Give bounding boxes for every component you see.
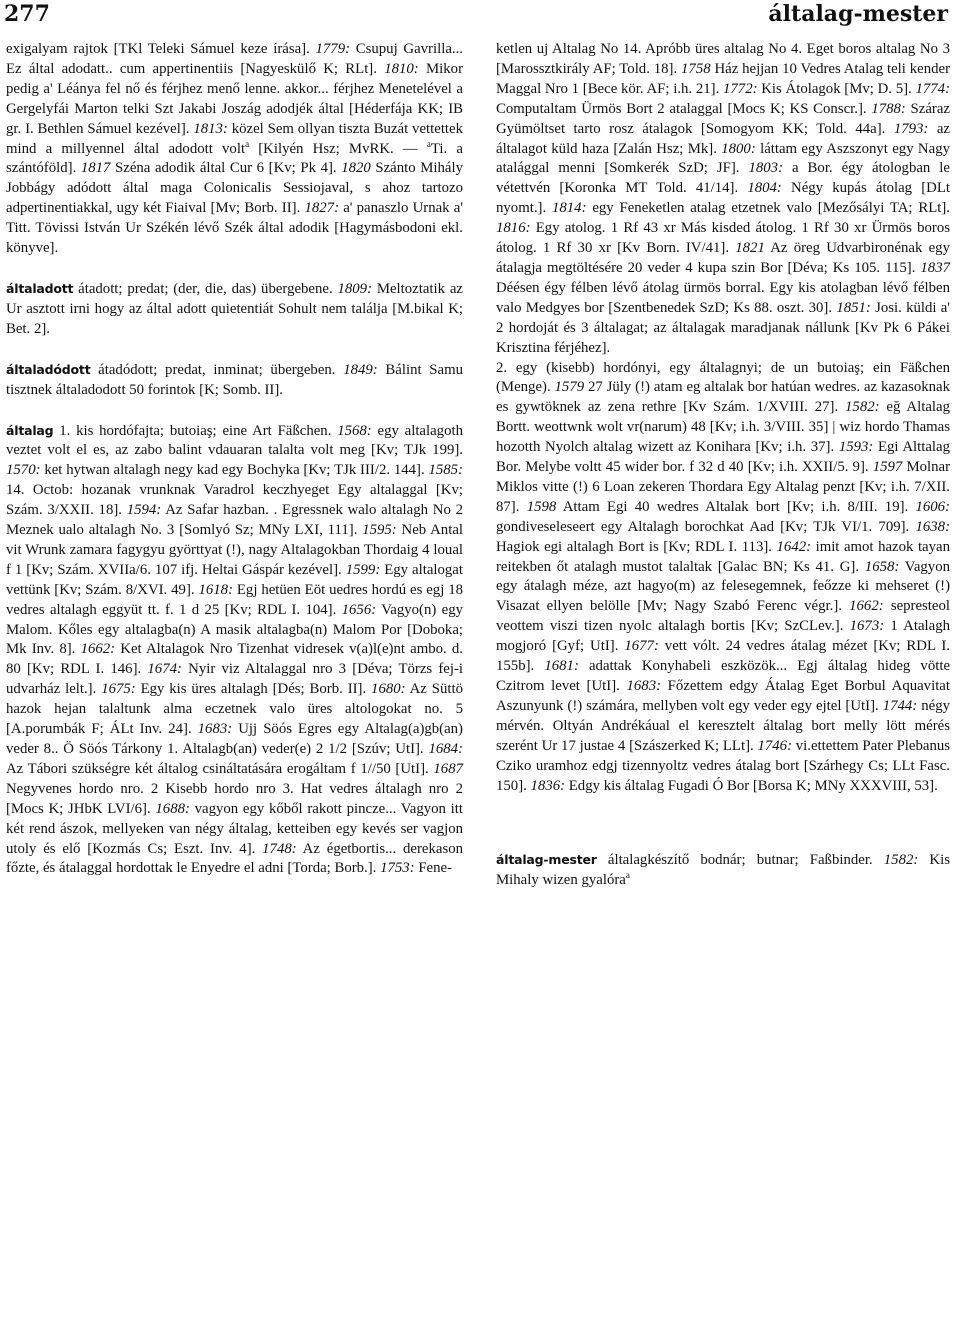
- citation-year: 1816:: [496, 220, 531, 237]
- text-run: eğ Altalag Bortt. weottwnk wolt vr(narum) 48 [Kv; i.h. 3/VIII. 35] | wiz hordo Thamas hozotth Nyolch altalag wizett az Konihara [Kv; i.h. 37].: [496, 399, 950, 456]
- text-run: Neb Antal vit Wrunk zamara fagygyu györttyat (!), nagy Altalagokban Thordaig 4 loual f 1 [Kv; Szám. XVIIa/6. 107 ifj. Heltai Gáspár kezével].: [6, 522, 463, 578]
- citation-year: 1597: [872, 459, 903, 476]
- citation-year: 1599:: [345, 561, 381, 578]
- text-run: egy altalagoth veztet volt el es, az zabo balint vdauaran talalta volt meg [Kv; TJk 199].: [6, 422, 463, 459]
- text-run: ketlen uj Altalag No 14. Apróbb üres altalag No 4. Eget boros altalag No 3 [Marossztkirály AF; Told. 18].: [496, 41, 950, 77]
- citation-year: 1618:: [198, 581, 233, 598]
- text-run: Fene-: [414, 860, 453, 877]
- text-run: egy Feneketlen atalag etzetnek valo [Mezősályi TA; RLt].: [586, 200, 951, 217]
- text-run: Az Süttö hazok hejan talaltunk alma eczetnek valo üres altologokat no. 5 [A.porumbák F; ÁLt Inv. 24].: [6, 681, 463, 738]
- text-run: sepresteol veottem viszi tizen nyolc altalagh bortis [Kv; SzCLev.].: [496, 598, 950, 635]
- citation-year: 1837: [920, 259, 950, 276]
- citation-year: 1662:: [80, 641, 116, 658]
- citation-year: 1800:: [721, 140, 756, 157]
- text-run: Egy kis üres altalagh [Dés; Borb. II].: [135, 681, 372, 698]
- text-run: a Bor. égy átologban le vétettvén [Koronka MT Told. 41/14].: [496, 160, 950, 197]
- citation-year: 1809:: [337, 280, 373, 297]
- citation-year: 1779:: [315, 41, 351, 57]
- citation-year: 1804:: [747, 180, 782, 197]
- text-run: Az öreg Udvarbironénak egy átalagja megtöltésére 20 veder 4 kupa szin Bor [Déva; Ks 105. 115].: [496, 240, 950, 276]
- text-run: vagyon egy kőből rakott pincze... Vagyon itt két rend ászok, mellyeken van négy általag, ketteiben egy kevés ser vagjon utoly és elő [Kozmás Cs; Eszt. Inv. 4].: [6, 800, 463, 857]
- citation-year: 1753:: [380, 860, 415, 877]
- text-run: Szánto Mihály Jobbágy adódott által maga Colonicalis Sessiojaval, s ahoz tartozo adpertinentiakkal, ugy két Fiaival [Mv; Borb. II].: [6, 160, 463, 217]
- citation-year: 1677:: [624, 638, 659, 655]
- citation-year: 1658:: [864, 558, 900, 575]
- entry-altaladott: [6, 279, 463, 340]
- text-run: Főzettem edgy Átalag Eget Borbul Aquavitat Aszunyunk (!) számára, mellyben volt egy veder egy ejtel [UtI].: [496, 678, 950, 714]
- text-run: 2. egy (kisebb) hordónyi, egy általagnyi; de un butoiaş; ein Fäßchen (Menge).: [496, 359, 950, 396]
- citation-year: 1820: [341, 160, 371, 177]
- headword: általag: [6, 422, 54, 438]
- text-run: 1 Atalagh mogjoró [Gyf; UtI].: [496, 618, 950, 655]
- text-run: Josi. küldi a' 2 hordoját és 3 általagat; az általagak maradjanak nállunk [Kv Pk 6 Pákei Krisztina férjéhez].: [496, 299, 950, 356]
- right-column: [496, 40, 950, 891]
- text-run: Molnar Miklos vitte (!) 6 Loan zekeren Thordara Egy Altalag penzt [Kv; i.h. 7/XII. 87].: [496, 459, 951, 515]
- text-run: Ket Altalagok Nro Tizenhat vidresek v(a)l(e)nt ambo. d. 80 [Kv; RDL I. 146].: [6, 641, 464, 678]
- footnote-mark: a: [245, 138, 250, 149]
- text-run: gondiveseleseert egy Altalagh borochkat Aad [Kv; TJk VI/1. 709].: [496, 518, 916, 535]
- citation-year: 1788:: [871, 100, 906, 117]
- text-run: Négy kupás átolag [DLt nyomt.].: [496, 180, 950, 217]
- citation-year: 1851:: [836, 299, 871, 316]
- footnote-mark: a: [625, 870, 630, 881]
- citation-year: 1744:: [882, 697, 918, 714]
- citation-year: 1817: [80, 160, 111, 177]
- text-run: Bálint Samu tisztnek általadodott 50 forintok [K; Somb. II].: [6, 361, 463, 398]
- text-run: imit amot hazok tayan reitekben őt atalagh mustot talaltak [Galac BN; Ks 41. G].: [496, 538, 950, 575]
- text-run: közel Sem ollyan tiszta Buzát vettettek mind a millyennel által adodott volt: [6, 120, 464, 157]
- citation-year: 1748:: [262, 840, 297, 857]
- citation-year: 1793:: [893, 120, 929, 137]
- entry-altalag-mester: [496, 850, 950, 891]
- text-run: Az égetbortis... derekason főzte, és átalaggal hordottak le Enyedre el adni [Torda; Borb.].: [6, 840, 463, 877]
- text-run: Egi Alttalag Bor. Melybe voltt 45 wider bor. f 32 d 40 [Kv; i.h. XXII/5. 9].: [496, 439, 950, 476]
- citation-year: 1675:: [101, 681, 136, 698]
- citation-year: 1821: [735, 240, 765, 257]
- citation-year: 1579: [554, 379, 585, 396]
- text-run: [Kilyén Hsz; MvRK. —: [249, 140, 427, 157]
- citation-year: 1758: [681, 60, 711, 77]
- text-run: Déésen égy félben lévő átolag ürmös borral. Egy kis atolagban lévő félben valo Medgyes bor [Szentbenedek SzD; Ks 88. oszt. 30].: [496, 279, 950, 316]
- citation-year: 1568:: [337, 422, 372, 439]
- citation-year: 1656:: [341, 601, 377, 618]
- text-run: Attam Egi 40 wedres Altalak bort [Kv; i.h. 8/III. 19].: [556, 498, 916, 515]
- text-run: Vagyo(n) egy Malom. Kőles egy altalagba(n) A masik altalagba(n) Malom Por [Doboka; Mk Inv. 8].: [6, 601, 464, 658]
- citation-year: 1595:: [362, 522, 397, 539]
- text-run: Egj hetüen Eöt uedres hordú es egj 18 vedres altalagh eggyüt tt. f. 1 d 25 [Kv; RDL I. 104].: [6, 581, 463, 618]
- text-run: 14. Octob: hozanak vrunknak Varadrol keczhyeget Egy altalaggal [Kv; Szám. 3/XXII. 18].: [6, 482, 463, 519]
- text-run: Kis Mihaly wizen gyalóra: [496, 852, 950, 889]
- text-run: Nyir viz Altalaggal nro 3 [Déva; Törzs fej-i udvarház lelt.].: [6, 661, 463, 698]
- text-run: Ház hejjan 10 Vedres Atalag teli kender Maggal Nro 1 [Bece kör. AF; i.h. 21].: [496, 60, 951, 97]
- text-run: exigalyam rajtok [TKl Teleki Sámuel keze írása].: [6, 41, 316, 57]
- text-run: Az Safar hazban. . Egressnek walo altalagh No 2 Meznek ualo altalagh No. 3 [Somlyó Sz; MNy LXI, 111].: [6, 502, 464, 539]
- text-run: Kis Átolagok [Mv; D. 5].: [757, 80, 916, 97]
- text-run: Egy atolog. 1 Rf 43 xr Más kisded átolog. 1 Rf 30 xr Ürmös boros átolog. 1 Rf 30 xr [Kv Born. IV/41].: [496, 220, 950, 257]
- headword: általadódott: [6, 361, 91, 377]
- entry-altalag: [6, 421, 463, 880]
- text-run: vett vólt. 24 vedres átalag mézet [Kv; RDL I. 155b].: [496, 638, 950, 675]
- headword: általag-mester: [496, 852, 597, 868]
- text-run: ket hytwan altalagh negy kad egy Bochyka [Kv; TJk III/2. 144].: [40, 462, 429, 479]
- citation-year: 1681:: [544, 658, 579, 675]
- text-run: általagkészítő bodnár; butnar; Faßbinder.: [596, 852, 884, 869]
- text-run: Edgy kis általag Fugadi Ó Bor [Borsa K; MNy XXXVIII, 53].: [565, 777, 938, 794]
- text-run: az általagot küld haza [Zalán Hsz; Mk].: [496, 120, 950, 157]
- text-run: láttam egy Aszszonyt egy Nagy atalággal menni [Somkerék SzD; JF].: [496, 140, 950, 177]
- citation-year: 1772:: [723, 80, 758, 97]
- footnote-mark: a: [426, 138, 431, 149]
- citation-year: 1642:: [776, 538, 812, 555]
- text-run: átadódott; predat, inminat; übergeben.: [90, 361, 344, 378]
- citation-year: 1585:: [428, 462, 463, 479]
- text-run: 27 Jüly (!) atam eg altalak bor hatúan wedres. az kazasoknak es gywtöknek az zena rethre [Kv Szám. 1/XVIII. 27].: [496, 379, 950, 416]
- text-run: Ujj Söós Egres egy Altalag(a)gb(an) veder 8.. Ö Söós Tárkony 1. Altalagb(an) veder(e) 2 1/2 [Szúv; UtI].: [6, 721, 463, 757]
- citation-year: 1688:: [155, 800, 190, 817]
- citation-year: 1827:: [304, 200, 340, 217]
- text-run: adattak Konyhabeli eszközök... Egj általag hideg vötte Czitrom levet [UtI].: [496, 658, 951, 694]
- text-run: Hagiok egi altalagh Bort is [Kv; RDL I. 113].: [496, 538, 777, 555]
- citation-year: 1683:: [197, 721, 233, 738]
- citation-year: 1662:: [849, 598, 884, 615]
- citation-year: 1687: [433, 760, 463, 777]
- citation-year: 1813:: [193, 120, 228, 137]
- text-run: vi.ettettem Pater Plebanus Cziko uramhoz edgj tizennyoltz vedres átalag bort [Szárhegy Cs; LLt Fasc. 150].: [496, 737, 951, 794]
- text-run: 1. kis hordófajta; butoiaş; eine Art Fäßchen.: [53, 422, 338, 439]
- citation-year: 1674:: [147, 661, 182, 678]
- headword: általadott: [6, 280, 74, 296]
- citation-year: 1638:: [915, 518, 950, 535]
- entry-paragraph: [496, 40, 950, 359]
- entry-paragraph: [6, 40, 463, 259]
- text-run: átadott; predat; (der, die, das) übergebene.: [73, 280, 338, 297]
- text-run: a' panaszlo Urnak a' Titt. Tövissi István Ur Székén lévő Szék által adodik [Hagymásbodoni ekl. könyve].: [6, 200, 463, 257]
- entry-sense-2: [496, 359, 950, 797]
- text-run: Mikor pedig a' Léánya fel nő és férjhez menő lenne. akkor... férjhez Menetelével a Gergelyfái Marton telki Szt Jakabi Joszág adodjék által [Héderfája KK; IB gr. I. Bethlen Sámuel kezével].: [6, 60, 463, 137]
- text-run: Egy altalogat vettünk [Kv; Szám. 8/XVI. 49].: [6, 561, 463, 598]
- citation-year: 1593:: [838, 439, 874, 456]
- citation-year: 1746:: [757, 737, 792, 754]
- text-run: Ti. a szántóföld].: [6, 140, 463, 177]
- text-run: Az Tábori szükségre két általog csináltatására erogáltam f 1//50 [UtI].: [6, 760, 434, 777]
- text-run: Computaltam Ürmös Bort 2 atalaggal [Mocs K; KS Conscr.].: [496, 100, 872, 117]
- citation-year: 1849:: [343, 361, 378, 378]
- citation-year: 1582:: [845, 399, 880, 416]
- text-run: Meltoztatik az Ur asztott irni hogy az által adott quietentiát Sohult nem találja [M.bikal K; Bet. 2].: [6, 280, 463, 337]
- left-column: [6, 40, 463, 879]
- text-run: Vagyon egy átalagh méze, azt hagyo(m) az felesegemnek, feőzze ki mehseret (!) Visazat ellyen belölle [Mv; Nagy Szabó Ferenc végr.].: [496, 558, 951, 615]
- citation-year: 1598: [526, 498, 557, 515]
- text-run: Negyvenes hordo nro. 2 Kisebb hordo nro 3. Hat vedres általagh nro 2 [Mocs K; JHbK LVI/6].: [6, 780, 463, 817]
- text-run: Széna adodik által Cur 6 [Kv; Pk 4].: [110, 160, 342, 177]
- citation-year: 1683:: [626, 678, 662, 694]
- page-number: 277: [4, 1, 50, 27]
- citation-year: 1606:: [915, 498, 950, 515]
- citation-year: 1684:: [428, 741, 463, 757]
- citation-year: 1582:: [883, 852, 919, 869]
- citation-year: 1814:: [551, 200, 587, 217]
- citation-year: 1673:: [849, 618, 885, 635]
- citation-year: 1836:: [530, 777, 566, 794]
- citation-year: 1570:: [6, 462, 41, 479]
- text-run: Csupuj Gavrilla... Ez által adodatt.. cum appertinentiis [Nagyeskülő K; RLt].: [6, 41, 463, 77]
- citation-year: 1803:: [748, 160, 783, 177]
- citation-year: 1594:: [126, 502, 162, 519]
- citation-year: 1680:: [371, 681, 406, 698]
- citation-year: 1810:: [384, 60, 419, 77]
- citation-year: 1774:: [915, 80, 950, 97]
- entry-altaladodott: [6, 360, 463, 401]
- text-run: Száraz Gyümöltset tarto rosz átalagok [Somogyom KK; Told. 44a].: [496, 100, 950, 137]
- page-header: [0, 0, 960, 36]
- running-head: általag-mester: [768, 1, 948, 27]
- text-run: négy mérvén. Oltyán Andrékáual el keresztelt általag bort melly lött mérés szerént Ur 17 justae 4 [Szászerked K; LLt].: [496, 697, 950, 754]
